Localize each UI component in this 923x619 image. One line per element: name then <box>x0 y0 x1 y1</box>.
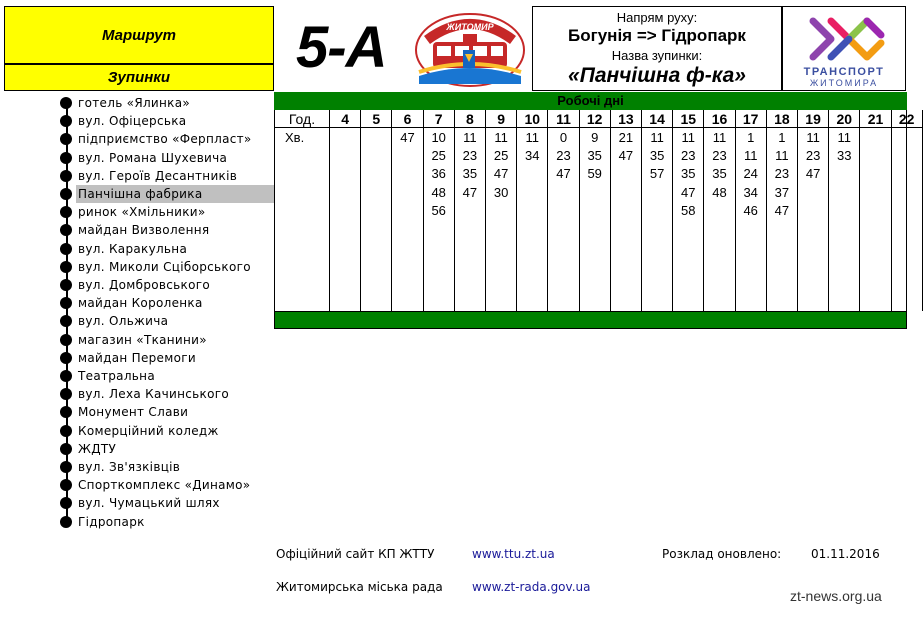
departure-minute: 11 <box>494 130 508 145</box>
departure-minute: 23 <box>681 148 696 164</box>
hour-header: 8 <box>455 110 485 128</box>
hour-column <box>798 110 829 311</box>
departure-minute: 11 <box>681 130 696 145</box>
departure-minute: 25 <box>493 148 509 164</box>
departure-minute: 11 <box>525 130 540 145</box>
departure-minute: 23 <box>556 148 571 164</box>
departure-minute: 24 <box>743 166 758 182</box>
stop-item <box>60 203 274 221</box>
hour-column <box>829 110 860 311</box>
hour-column <box>486 110 517 311</box>
stop-dot-icon <box>60 170 72 182</box>
hour-column <box>361 110 392 311</box>
departure-minute: 11 <box>806 130 820 145</box>
departure-minute: 9 <box>591 130 599 145</box>
transport-zhytomyr-logo-icon <box>803 11 887 67</box>
departure-minute: 35 <box>649 148 665 164</box>
hour-header: 10 <box>517 110 547 128</box>
stop-dot-icon <box>60 206 72 218</box>
departure-minute: 23 <box>712 148 727 164</box>
stop-name: майдан Перемоги <box>78 350 196 365</box>
stop-item <box>60 240 274 258</box>
stop-item <box>60 513 274 531</box>
stop-item <box>60 94 274 112</box>
departure-minute: 11 <box>650 130 664 145</box>
departure-minute: 1 <box>778 130 786 145</box>
departure-minute: 30 <box>493 184 509 200</box>
departure-minute: 48 <box>431 184 446 200</box>
stop-dot-icon <box>60 297 72 309</box>
departure-minute: 58 <box>681 202 696 218</box>
stop-dot-icon <box>60 133 72 145</box>
departure-minute: 11 <box>463 130 477 145</box>
stop-item <box>60 112 274 130</box>
stop-dot-icon <box>60 443 72 455</box>
stop-name: майдан Визволення <box>78 223 210 238</box>
stop-item <box>60 476 274 494</box>
stop-name-label: Назва зупинки: <box>611 48 703 63</box>
hour-header: 18 <box>767 110 797 128</box>
stop-name: вул. Ольжича <box>78 314 169 329</box>
departure-minute: 59 <box>587 166 602 182</box>
stop-item <box>60 167 274 185</box>
departure-minute: 35 <box>712 166 727 182</box>
departure-minute: 23 <box>462 148 478 164</box>
updated-label: Розклад оновлено: <box>662 547 782 561</box>
stop-dot-icon <box>60 334 72 346</box>
departure-minute: 46 <box>743 202 758 218</box>
stop-dot-icon <box>60 279 72 291</box>
stop-item <box>60 130 274 148</box>
departure-minute: 11 <box>775 148 789 164</box>
departure-minute: 11 <box>837 130 852 145</box>
stop-name: вул. Офіцерська <box>78 114 187 129</box>
stop-dot-icon <box>60 479 72 491</box>
hour-column <box>517 110 548 311</box>
departure-minute: 34 <box>525 148 540 164</box>
departure-minute: 56 <box>431 202 446 218</box>
hour-header: 19 <box>798 110 828 128</box>
departure-minute: 47 <box>400 130 415 145</box>
stop-name: Панчішна фабрика <box>76 185 274 203</box>
stop-name: ринок «Хмільники» <box>78 205 206 220</box>
timetable-bottom-bar <box>274 311 907 329</box>
stop-name: ЖДТУ <box>78 441 117 456</box>
stop-name: готель «Ялинка» <box>78 96 191 110</box>
departure-minute: 47 <box>805 166 821 182</box>
stop-dot-icon <box>60 224 72 236</box>
stop-dot-icon <box>60 461 72 473</box>
direction-label: Напрям руху: <box>616 10 698 25</box>
hour-header: 20 <box>829 110 859 128</box>
hour-column <box>642 110 673 311</box>
hour-column <box>611 110 642 311</box>
hour-column <box>580 110 611 311</box>
stop-name: майдан Короленка <box>78 296 203 311</box>
updated-date: 01.11.2016 <box>811 547 880 561</box>
departure-minute: 37 <box>774 184 790 200</box>
stop-dot-icon <box>60 152 72 164</box>
hour-column <box>673 110 704 311</box>
hour-column <box>704 110 735 311</box>
hour-column <box>767 110 798 311</box>
stop-dot-icon <box>60 243 72 255</box>
stop-dot-icon <box>60 425 72 437</box>
departure-minute: 10 <box>431 130 446 145</box>
stop-name: магазин «Тканини» <box>78 332 207 347</box>
stop-item <box>60 294 274 312</box>
departure-minute: 47 <box>774 202 790 218</box>
stop-dot-icon <box>60 497 72 509</box>
stop-name-value: «Панчішна ф-ка» <box>568 64 746 87</box>
hour-header: 4 <box>330 110 360 128</box>
stop-name: вул. Леха Качинського <box>78 387 229 402</box>
hour-column <box>892 110 923 311</box>
label-column <box>275 110 330 311</box>
stop-name: Монумент Слави <box>78 405 189 420</box>
departure-minute: 48 <box>712 184 727 200</box>
stop-dot-icon <box>60 516 72 528</box>
minute-label: Хв. <box>285 130 305 145</box>
hour-column <box>736 110 767 311</box>
departure-minute: 47 <box>493 166 509 182</box>
stop-name: вул. Зв'язківців <box>78 460 181 474</box>
watermark: zt-news.org.ua <box>790 588 882 604</box>
stops-label-box <box>4 64 274 91</box>
stop-dot-icon <box>60 406 72 418</box>
stop-dot-icon <box>60 315 72 327</box>
stop-name: підприємство «Ферпласт» <box>78 132 252 147</box>
stop-item <box>60 331 274 349</box>
hour-header: 13 <box>611 110 641 128</box>
timetable-grid <box>274 110 915 311</box>
hour-header: 16 <box>704 110 734 128</box>
departure-minute: 35 <box>681 166 696 182</box>
departure-minute: 47 <box>462 184 478 200</box>
stop-dot-icon <box>60 188 72 200</box>
stop-item <box>60 458 274 476</box>
brand-name: ТРАНСПОРТ <box>803 66 885 78</box>
departure-minute: 23 <box>774 166 790 182</box>
departure-minute: 25 <box>431 148 446 164</box>
site-link[interactable]: www.ttu.zt.ua <box>472 547 555 561</box>
stop-name: вул. Романа Шухевича <box>78 150 228 165</box>
hour-label: Год. <box>275 110 329 128</box>
hour-column <box>860 110 891 311</box>
route-label: Маршрут <box>102 26 176 44</box>
stop-name: Спорткомплекс «Динамо» <box>78 478 251 493</box>
city-emblem-icon <box>413 10 527 88</box>
stop-item <box>60 221 274 239</box>
stops-label: Зупинки <box>107 69 171 86</box>
departure-minute: 34 <box>743 184 758 200</box>
stop-dot-icon <box>60 97 72 109</box>
hour-column <box>392 110 423 311</box>
stop-dot-icon <box>60 370 72 382</box>
hour-column <box>330 110 361 311</box>
brand-box <box>782 6 906 91</box>
route-number: 5-А <box>296 15 387 80</box>
stop-dot-icon <box>60 115 72 127</box>
day-type-bar: Робочі дні <box>274 92 907 110</box>
site-label: Офіційний сайт КП ЖТТУ <box>276 547 435 561</box>
departure-minute: 11 <box>712 130 727 145</box>
hour-column <box>424 110 455 311</box>
departure-minute: 21 <box>618 130 634 145</box>
departure-minute: 47 <box>618 148 634 164</box>
stop-item <box>60 349 274 367</box>
stop-name: вул. Каракульна <box>78 241 188 256</box>
direction-box <box>532 6 782 91</box>
stop-item <box>60 494 274 512</box>
stop-item <box>60 149 274 167</box>
departure-minute: 36 <box>431 166 446 182</box>
stop-item <box>60 185 274 203</box>
stop-item <box>60 403 274 421</box>
hour-header: 5 <box>361 110 391 128</box>
stop-name: вул. Героїв Десантників <box>78 168 238 183</box>
departure-minute: 11 <box>743 148 758 164</box>
hour-header: 7 <box>424 110 454 128</box>
direction-value: Богунія => Гідропарк <box>568 26 746 45</box>
council-label: Житомирська міська рада <box>276 580 443 594</box>
departure-minute: 1 <box>747 130 755 145</box>
departure-minute: 0 <box>559 130 568 145</box>
hour-header: 15 <box>673 110 703 128</box>
stop-dot-icon <box>60 261 72 273</box>
hour-header: 14 <box>642 110 672 128</box>
stop-name: Комерційний коледж <box>78 423 219 438</box>
stop-dot-icon <box>60 352 72 364</box>
stop-name: вул. Чумацький шлях <box>78 496 220 511</box>
stop-item <box>60 440 274 458</box>
council-link[interactable]: www.zt-rada.gov.ua <box>472 580 591 594</box>
hour-header: 11 <box>548 110 578 128</box>
departure-minute: 47 <box>681 184 696 200</box>
route-label-box <box>4 6 274 64</box>
stop-item <box>60 258 274 276</box>
hour-column <box>455 110 486 311</box>
departure-minute: 23 <box>805 148 821 164</box>
departure-minute: 35 <box>462 166 478 182</box>
hour-column <box>548 110 579 311</box>
hour-header: 21 <box>860 110 890 128</box>
stop-dot-icon <box>60 388 72 400</box>
stop-item <box>60 312 274 330</box>
emblem-text: ЖИТОМИР <box>446 22 494 32</box>
stop-name: Гідропарк <box>78 514 145 529</box>
hour-header: 9 <box>486 110 516 128</box>
departure-minute: 35 <box>587 148 602 164</box>
hour-header: 6 <box>392 110 422 128</box>
departure-minute: 33 <box>837 148 852 164</box>
brand-city: ЖИТОМИРА <box>809 78 879 88</box>
departure-minute: 47 <box>556 166 571 182</box>
stop-name: вул. Домбровського <box>78 278 210 292</box>
stop-item <box>60 276 274 294</box>
stop-item <box>60 367 274 385</box>
stop-item <box>60 422 274 440</box>
stop-item <box>60 385 274 403</box>
hour-header: 22 <box>892 110 922 128</box>
stop-name: вул. Миколи Сціборського <box>78 259 251 274</box>
hour-header: 12 <box>580 110 610 128</box>
hour-header: 17 <box>736 110 766 128</box>
stop-name: Театральна <box>78 369 155 383</box>
departure-minute: 57 <box>649 166 665 182</box>
